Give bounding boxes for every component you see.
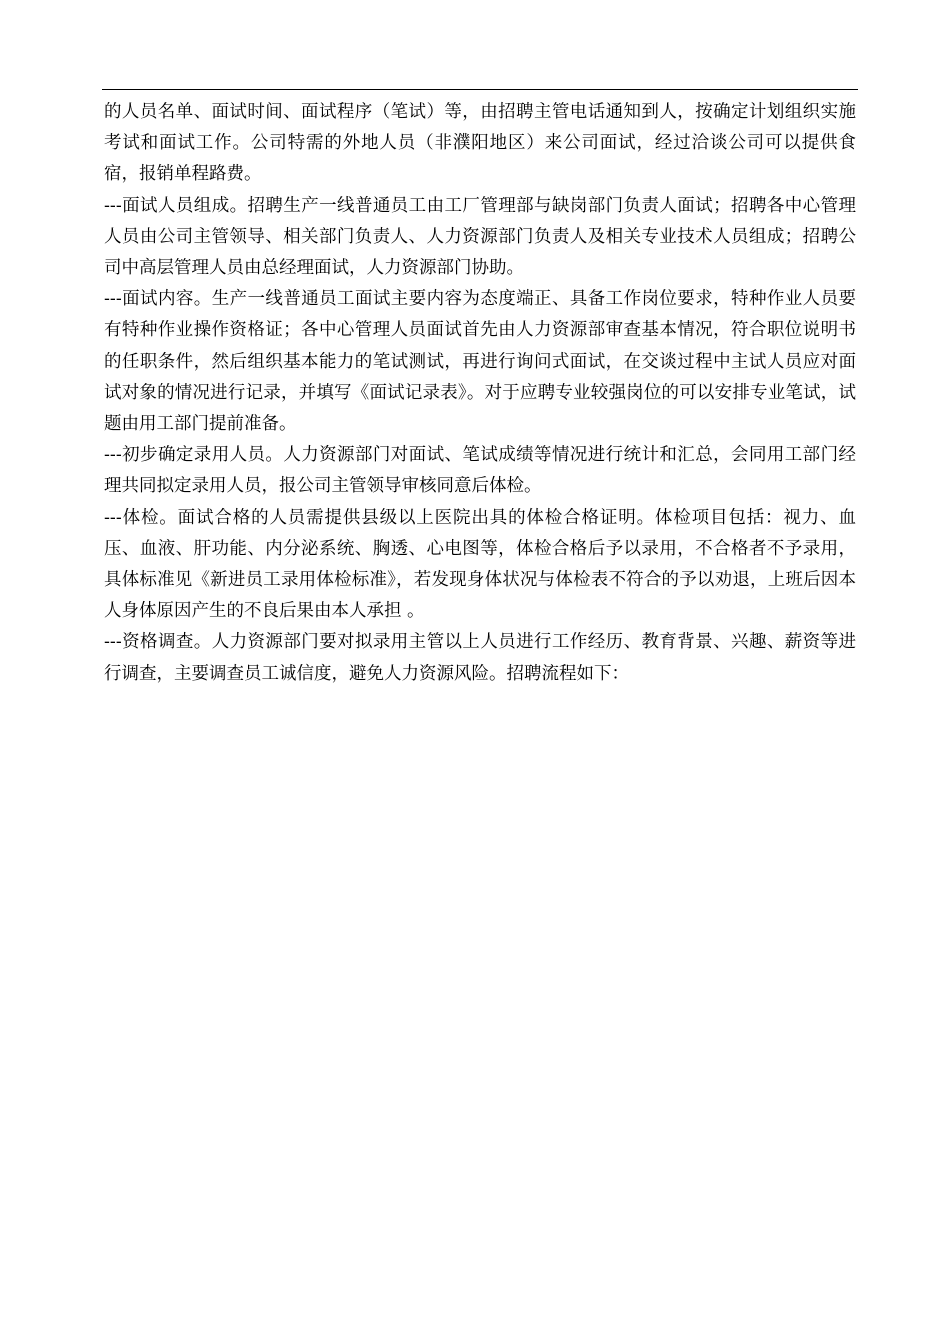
header-rule xyxy=(102,89,858,90)
paragraph-medical-exam: ---体检。面试合格的人员需提供县级以上医院出具的体检合格证明。体检项目包括：视力、血压、血液、肝功能、内分泌系统、胸透、心电图等，体检合格后予以录用，不合格者不予录用，具体标准见《新进员工录用体检标准》，若发现身体状况与体检表不符合的予以劝退，上班后因本人身体原因产生的不良后果由本人承担 。 xyxy=(104,507,856,622)
document-body xyxy=(104,97,856,690)
paragraph-preliminary-hiring: ---初步确定录用人员。人力资源部门对面试、笔试成绩等情况进行统计和汇总，会同用工部门经理共同拟定录用人员，报公司主管领导审核同意后体检。 xyxy=(104,445,856,497)
paragraph-interview-content: ---面试内容。生产一线普通员工面试主要内容为态度端正、具备工作岗位要求，特种作业人员要有特种作业操作资格证；各中心管理人员面试首先由人力资源部审查基本情况，符合职位说明书的任职条件，然后组织基本能力的笔试测试，再进行询问式面试，在交谈过程中主试人员应对面试对象的情况进行记录，并填写《面试记录表》。对于应聘专业较强岗位的可以安排专业笔试，试题由用工部门提前准备。 xyxy=(104,289,856,435)
paragraph-interviewer-composition: ---面试人员组成。招聘生产一线普通员工由工厂管理部与缺岗部门负责人面试；招聘各中心管理人员由公司主管领导、相关部门负责人、人力资源部门负责人及相关专业技术人员组成；招聘公司中高层管理人员由总经理面试，人力资源部门协助。 xyxy=(104,195,856,279)
paragraph-background-check: ---资格调查。人力资源部门要对拟录用主管以上人员进行工作经历、教育背景、兴趣、薪资等进行调查，主要调查员工诚信度，避免人力资源风险。招聘流程如下： xyxy=(104,632,856,684)
paragraph-interview-notice: 的人员名单、面试时间、面试程序（笔试）等，由招聘主管电话通知到人，按确定计划组织实施考试和面试工作。公司特需的外地人员（非濮阳地区）来公司面试，经过洽谈公司可以提供食宿，报销单程路费。 xyxy=(104,102,856,185)
